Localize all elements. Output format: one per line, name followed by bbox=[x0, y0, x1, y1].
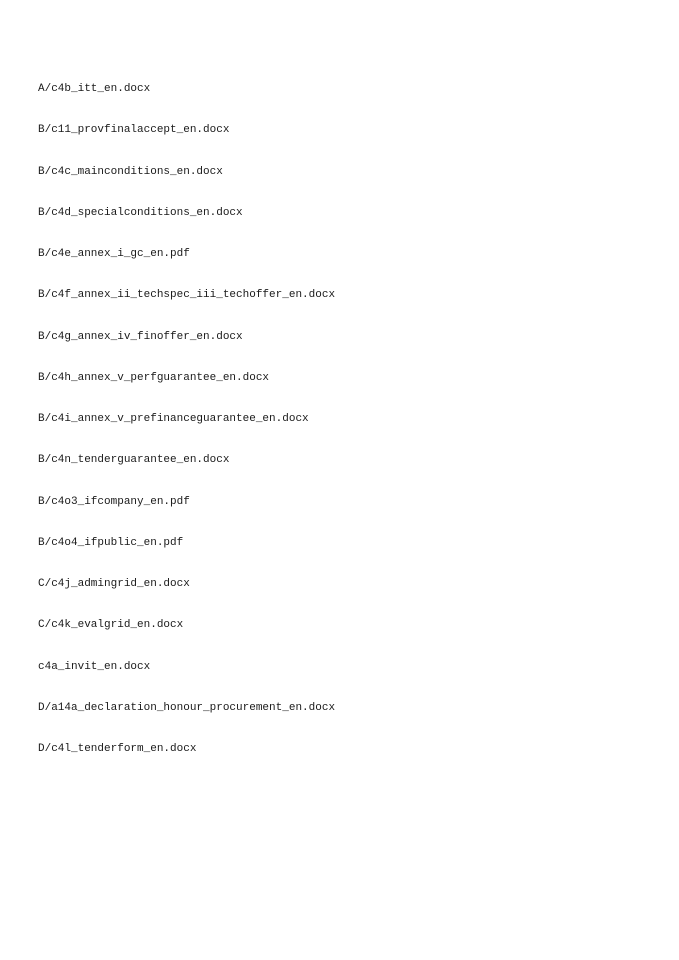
file-item: B/c4g_annex_iv_finoffer_en.docx bbox=[38, 330, 243, 343]
file-item: B/c4h_annex_v_perfguarantee_en.docx bbox=[38, 371, 270, 384]
file-item: B/c4c_mainconditions_en.docx bbox=[38, 165, 223, 178]
file-item: D/c4l_tenderform_en.docx bbox=[38, 743, 197, 755]
file-item: B/c4i_annex_v_prefinanceguarantee_en.docx bbox=[38, 413, 309, 425]
file-item: B/c4e_annex_i_gc_en.pdf bbox=[38, 248, 190, 260]
file-item: B/c4o4_ifpublic_en.pdf bbox=[38, 536, 184, 549]
file-item: A/c4b_itt_en.docx bbox=[38, 83, 151, 95]
file-item: B/c4f_annex_ii_techspec_iii_techoffer_en.docx bbox=[38, 289, 336, 302]
file-item: B/c11_provfinalaccept_en.docx bbox=[38, 124, 230, 137]
file-item: B/c4n_tenderguarantee_en.docx bbox=[38, 454, 230, 467]
file-item: C/c4j_admingrid_en.docx bbox=[38, 578, 190, 590]
file-list bbox=[38, 81, 335, 782]
file-item: C/c4k_evalgrid_en.docx bbox=[38, 619, 184, 632]
file-item: B/c4d_specialconditions_en.docx bbox=[38, 206, 243, 219]
file-item: D/a14a_declaration_honour_procurement_en.docx bbox=[38, 701, 336, 714]
file-item: B/c4o3_ifcompany_en.pdf bbox=[38, 495, 190, 508]
file-item: c4a_invit_en.docx bbox=[38, 660, 151, 673]
